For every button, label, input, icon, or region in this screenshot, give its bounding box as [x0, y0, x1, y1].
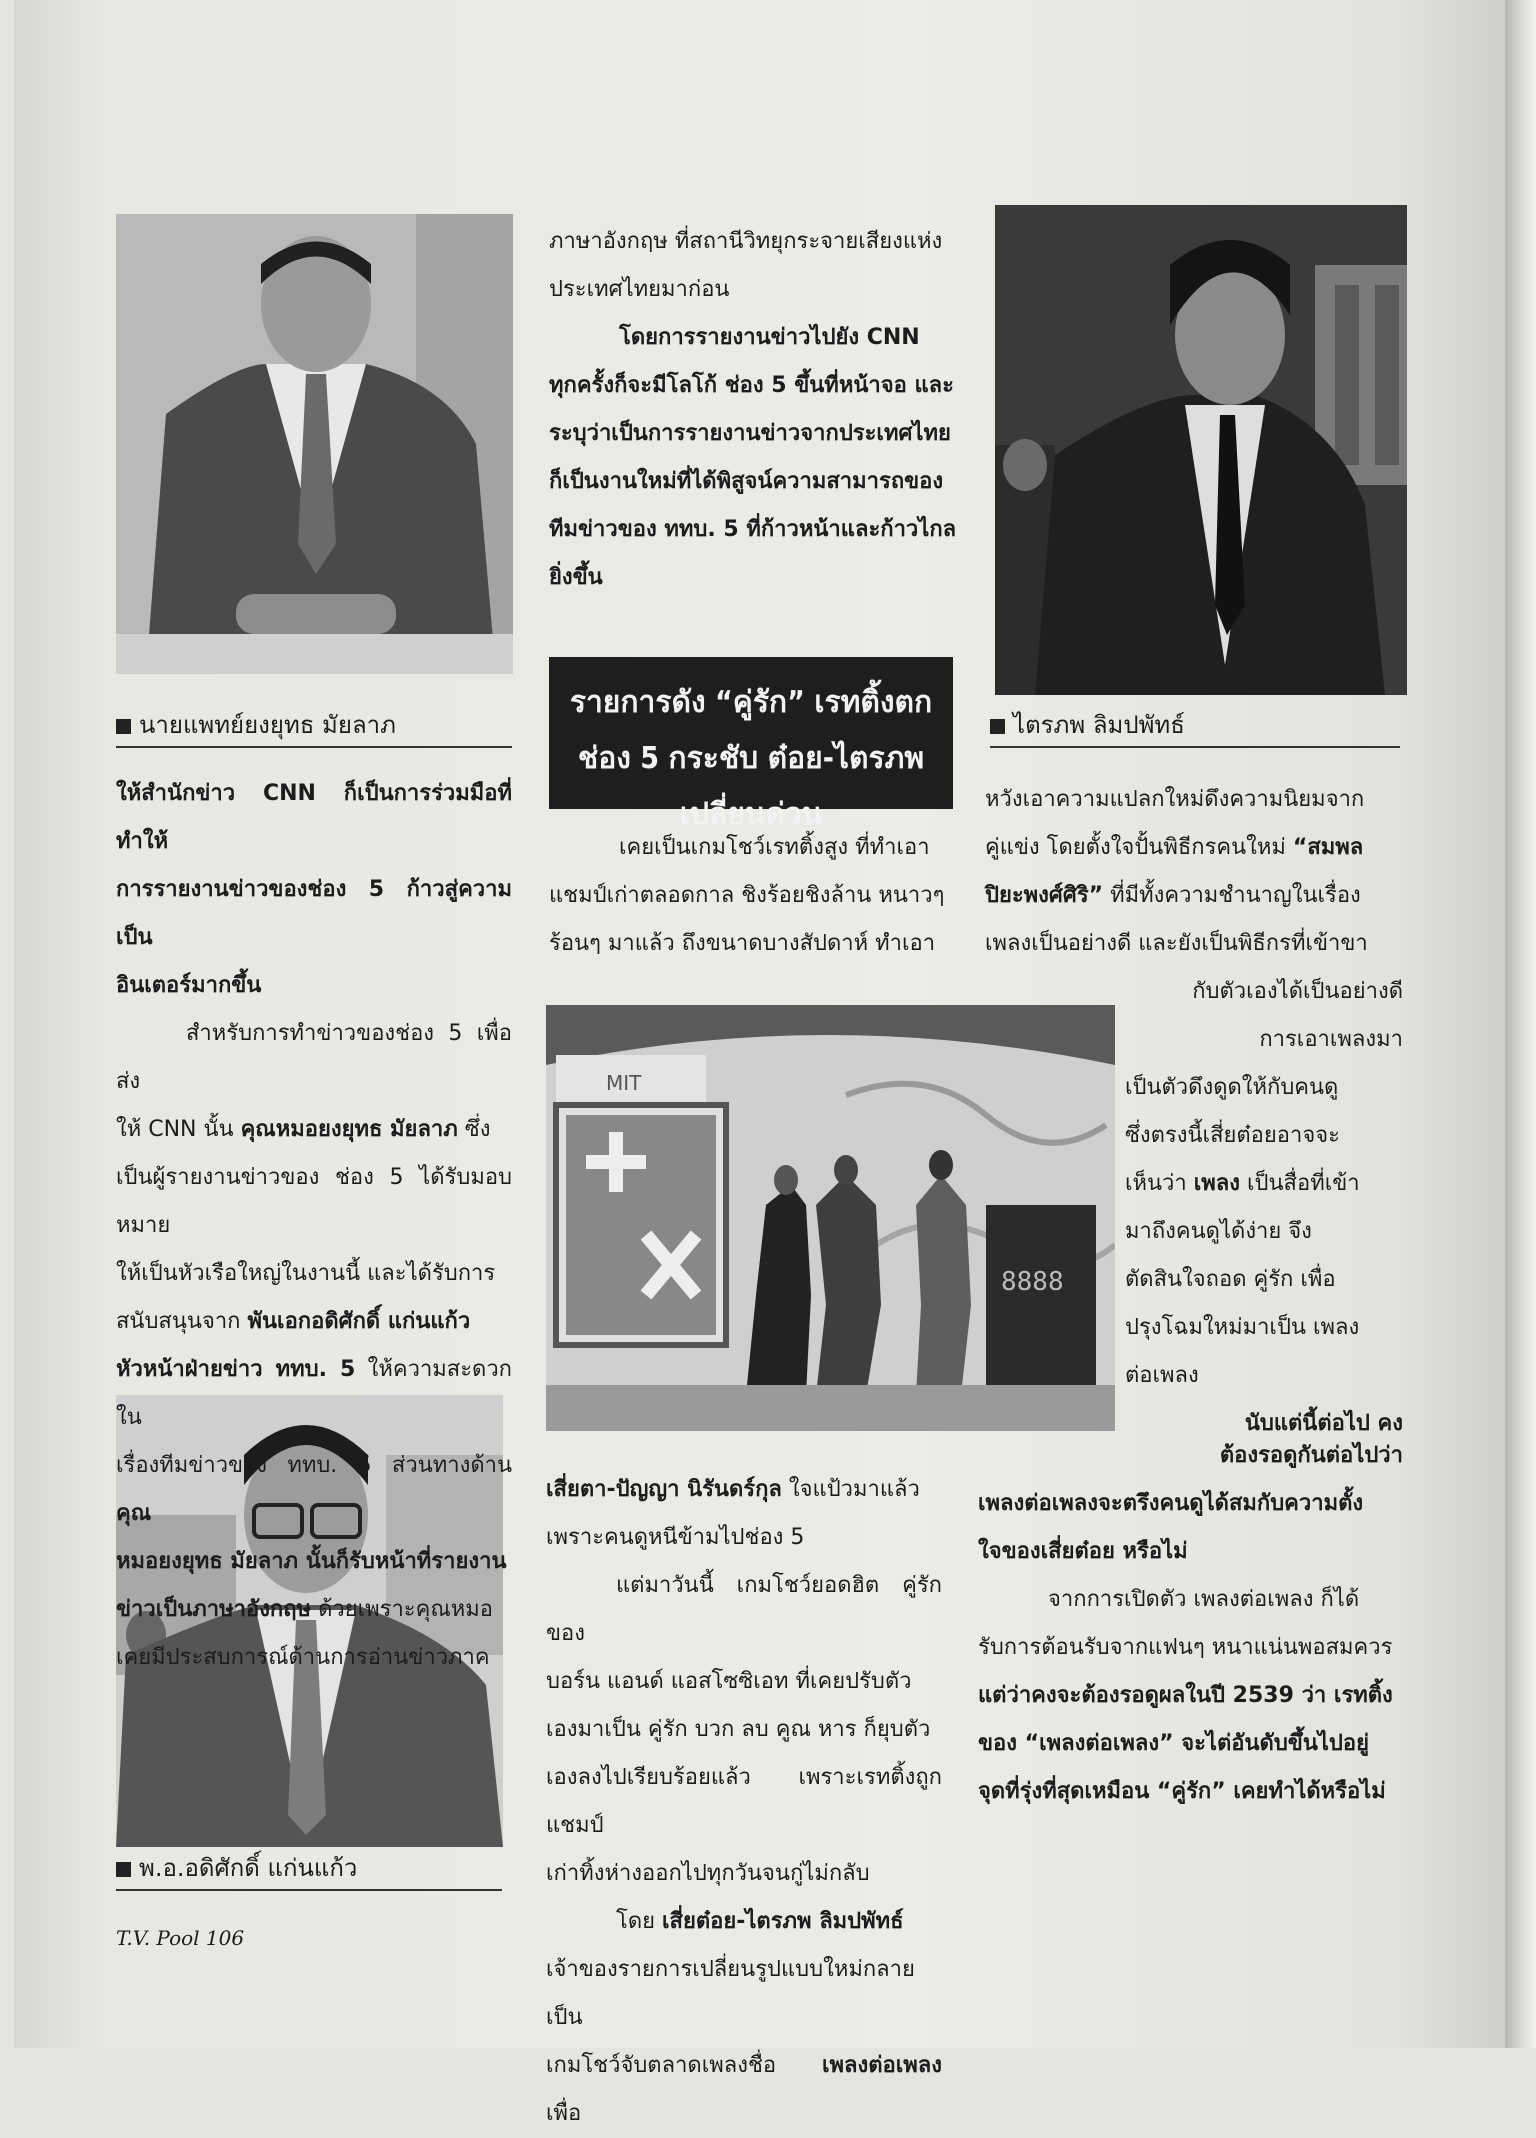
text-line: เคยมีประสบการณ์ด้านการอ่านข่าวภาค — [116, 1645, 490, 1670]
text-line: คู่แข่ง โดยตั้งใจปั้นพิธีกรคนใหม่ “สมพล — [985, 835, 1364, 860]
text-line: เจ้าของรายการเปลี่ยนรูปแบบใหม่กลายเป็น — [546, 1957, 915, 2030]
text-line: ตัดสินใจถอด คู่รัก เพื่อ — [1125, 1267, 1336, 1292]
text-line: ยิ่งขึ้น — [549, 565, 603, 590]
text-line: ต่อเพลง — [1125, 1363, 1199, 1388]
text-line: เพลงต่อเพลงจะตรึงคนดูได้สมกับความตั้ง — [978, 1491, 1364, 1516]
text-line: แชมป์เก่าตลอดกาล ชิงร้อยชิงล้าน หนาวๆ — [549, 883, 945, 908]
text-line: การรายงานข่าวของช่อง 5 ก้าวสู่ความเป็น — [116, 877, 512, 950]
text-line: ใจของเสี่ยต๋อย หรือไม่ — [978, 1539, 1188, 1564]
headline-box — [549, 657, 953, 832]
caption-doctor: นายแพทย์ยงยุทธ มัยลาภ — [116, 710, 512, 748]
text-line: เห็นว่า เพลง เป็นสื่อที่เข้า — [1125, 1171, 1360, 1196]
text-line: เรื่องทีมข่าวของ ททบ. 5 ส่วนทางด้าน คุณ — [116, 1453, 512, 1526]
text-line: ซึ่งตรงนี้เสี่ยต๋อยอาจจะ — [1125, 1123, 1340, 1148]
text-col-middle-top — [549, 218, 959, 602]
text-line: ปิยะพงศ์ศิริ” ที่มีทั้งความชำนาญในเรื่อง — [985, 883, 1361, 908]
text-line: เกมโชว์จับตลาดเพลงชื่อ เพลงต่อเพลง เพื่อ — [546, 2053, 942, 2126]
text-col-right-top — [985, 776, 1403, 968]
text-line: โดยการรายงานข่าวไปยัง CNN — [619, 325, 920, 350]
text-line: บอร์น แอนด์ แอสโซซิเอท ที่เคยปรับตัว — [546, 1669, 912, 1694]
text-line: ประเทศไทยมาก่อน — [549, 277, 730, 302]
text-line: ของ “เพลงต่อเพลง” จะไต่อันดับขึ้นไปอยู่ — [978, 1731, 1369, 1756]
text-line: รับการต้อนรับจากแฟนๆ หนาแน่นพอสมควร — [978, 1635, 1393, 1660]
text-line: หัวหน้าฝ่ายข่าว ททบ. 5 ให้ความสะดวกใน — [116, 1357, 512, 1430]
text-line: เป็นตัวดึงดูดให้กับคนดู — [1125, 1075, 1339, 1100]
text-line: นับแต่นี้ต่อไป คง — [1244, 1411, 1403, 1436]
caption-traiphop: ไตรภพ ลิมปพัทธ์ — [990, 710, 1400, 748]
text-line: แต่ว่าคงจะต้องรอดูผลในปี 2539 ว่า เรทติ้ง — [978, 1683, 1393, 1708]
bullet-square — [116, 1862, 131, 1877]
text-col-right-wrap — [1125, 968, 1403, 1448]
text-line: ทีมข่าวของ ททบ. 5 ที่ก้าวหน้าและก้าวไกล — [549, 517, 957, 542]
page-footer: T.V. Pool 106 — [116, 1926, 245, 1950]
text-line: เคยเป็นเกมโชว์เรทติ้งสูง ที่ทำเอา — [619, 835, 930, 860]
text-col-middle-intro — [549, 824, 953, 968]
text-line: แต่มาวันนี้ เกมโชว์ยอดฮิต คู่รัก ของ — [546, 1573, 942, 1646]
text-line: ระบุว่าเป็นการรายงานข่าวจากประเทศไทย — [549, 421, 951, 446]
text-line: หวังเอาความแปลกใหม่ดึงความนิยมจาก — [985, 787, 1365, 812]
bullet-square — [116, 719, 131, 734]
text-line: ก็เป็นงานใหม่ที่ได้พิสูจน์ความสามารถของ — [549, 469, 944, 494]
text-col-middle-bottom — [546, 1466, 942, 2138]
caption-colonel: พ.อ.อดิศักดิ์ แก่นแก้ว — [116, 1853, 502, 1891]
photo-traiphop — [995, 205, 1407, 695]
text-line: เพลงเป็นอย่างดี และยังเป็นพิธีกรที่เข้าขา — [985, 931, 1368, 956]
text-line: จุดที่รุ่งที่สุดเหมือน “คู่รัก” เคยทำได้หรือไม่ — [978, 1779, 1386, 1804]
text-line: ต้องรอดูกันต่อไปว่า — [1219, 1443, 1403, 1468]
text-line: หมอยงยุทธ มัยลาภ นั้นก็รับหน้าที่รายงาน — [116, 1549, 507, 1574]
page-edge — [1505, 0, 1536, 2048]
text-col-left — [116, 770, 512, 1682]
headline-line-2: ช่อง 5 กระชับ ต๋อย-ไตรภพ เปลี่ยนด่วน — [577, 741, 925, 832]
text-line: ให้สำนักข่าว CNN ก็เป็นการร่วมมือที่ทำให้ — [116, 781, 512, 854]
text-line: ปรุงโฉมใหม่มาเป็น เพลง — [1125, 1315, 1360, 1340]
text-col-right-bottom — [978, 1432, 1403, 1816]
photo-doctor — [116, 214, 513, 674]
score-display: 8888 — [1001, 1267, 1064, 1297]
text-line: สนับสนุนจาก พันเอกอดิศักดิ์ แก่นแก้ว — [116, 1309, 471, 1334]
text-line: เองลงไปเรียบร้อยแล้ว เพราะเรทติ้งถูกแชมป์ — [546, 1765, 942, 1838]
text-line: เป็นผู้รายงานข่าวของ ช่อง 5 ได้รับมอบหมาย — [116, 1165, 512, 1238]
text-line: ทุกครั้งก็จะมีโลโก้ ช่อง 5 ขึ้นที่หน้าจอ และ — [549, 373, 954, 398]
text-line: กับตัวเองได้เป็นอย่างดี — [1192, 979, 1403, 1004]
text-line: มาถึงคนดูได้ง่าย จึง — [1125, 1219, 1312, 1244]
stage-sign: MIT — [606, 1071, 642, 1095]
text-line: เสี่ยตา-ปัญญา นิรันดร์กุล ใจแป้วมาแล้ว — [546, 1477, 920, 1502]
text-line: ร้อนๆ มาแล้ว ถึงขนาดบางสัปดาห์ ทำเอา — [549, 931, 936, 956]
text-line: อินเตอร์มากขึ้น — [116, 973, 262, 998]
bullet-square — [990, 719, 1005, 734]
text-line: สำหรับการทำข่าวของช่อง 5 เพื่อส่ง — [116, 1021, 512, 1094]
text-line: เองมาเป็น คู่รัก บวก ลบ คูณ หาร ก็ยุบตัว — [546, 1717, 931, 1742]
text-line: ให้ CNN นั้น คุณหมอยงยุทธ มัยลาภ ซึ่ง — [116, 1117, 491, 1142]
text-line: โดย เสี่ยต๋อย-ไตรภพ ลิมปพัทธ์ — [616, 1909, 904, 1934]
text-line: ข่าวเป็นภาษาอังกฤษ ด้วยเพราะคุณหมอ — [116, 1597, 493, 1622]
photo-stage — [546, 1005, 1115, 1431]
text-line: การเอาเพลงมา — [1259, 1027, 1403, 1052]
text-line: ให้เป็นหัวเรือใหญ่ในงานนี้ และได้รับการ — [116, 1261, 496, 1286]
headline-line-1: รายการดัง “คู่รัก” เรทติ้งตก — [569, 685, 933, 720]
text-line: เก่าทิ้งห่างออกไปทุกวันจนกู่ไม่กลับ — [546, 1861, 870, 1886]
text-line: จากการเปิดตัว เพลงต่อเพลง ก็ได้ — [1048, 1587, 1360, 1612]
text-line: เพราะคนดูหนีข้ามไปช่อง 5 — [546, 1525, 805, 1550]
text-line: ภาษาอังกฤษ ที่สถานีวิทยุกระจายเสียงแห่ง — [549, 229, 943, 254]
